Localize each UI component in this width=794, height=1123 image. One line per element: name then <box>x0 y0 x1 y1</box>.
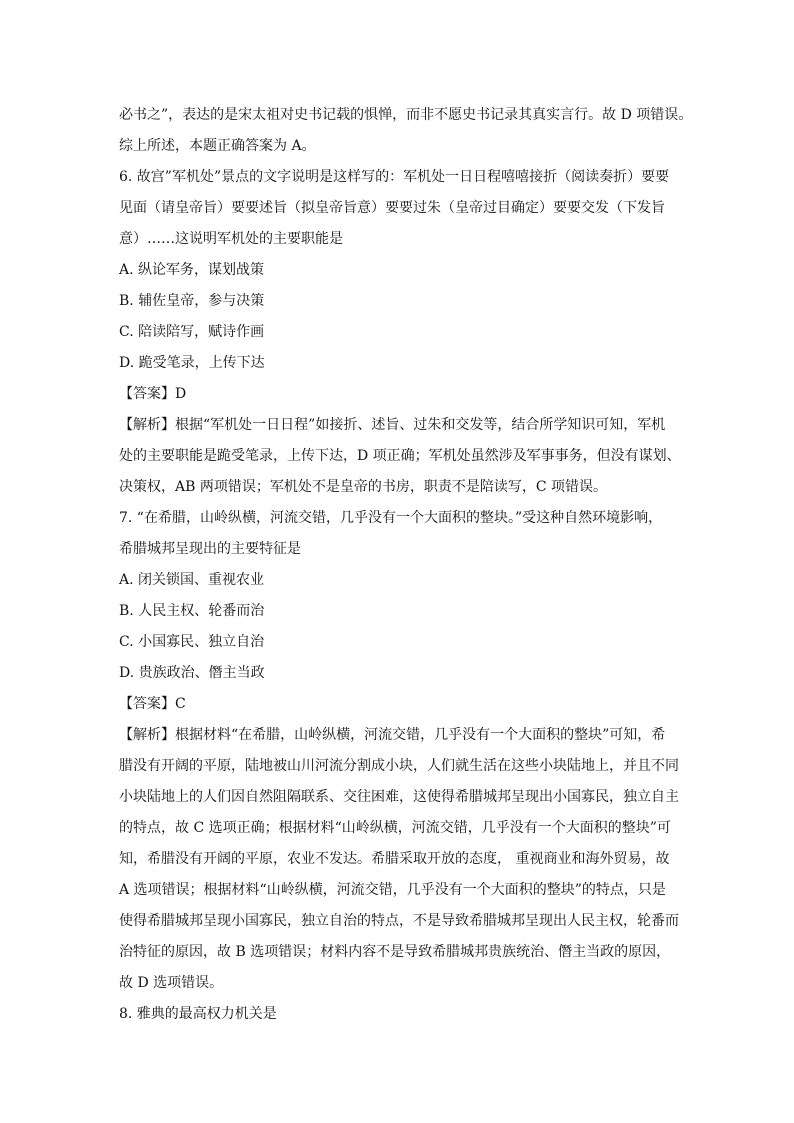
question-6-option-b: B. 辅佐皇帝，参与决策 <box>119 293 265 309</box>
question-7-option-d: D. 贵族政治、僭主当政 <box>119 665 265 681</box>
question-7-analysis: 小块陆地上的人们因自然阻隔联系、交往困难，这使得希腊城邦呈现出小国寡民，独立自主 <box>119 789 679 805</box>
question-7-analysis: 腊没有开阔的平原，陆地被山川河流分割成小块，人们就生活在这些小块陆地上，并且不同 <box>119 758 679 774</box>
conclusion-line: 综上所述，本题正确答案为 A。 <box>119 138 316 154</box>
question-7-option-b: B. 人民主权、轮番而治 <box>119 603 265 619</box>
document-body <box>119 100 693 1030</box>
question-7-answer: 【答案】C <box>119 696 186 712</box>
question-8-stem: 8. 雅典的最高权力机关是 <box>119 1006 277 1022</box>
question-6-stem: 6. 故宫”军机处”景点的文字说明是这样写的：军机处一日日程嘻嘻接折（阅读奏折）要要 <box>119 169 670 185</box>
question-7-analysis: 故 D 选项错误。 <box>119 975 224 991</box>
question-7-stem: 希腊城邦呈现出的主要特征是 <box>119 541 301 557</box>
question-7-analysis: A 选项错误；根据材料“山岭纵横，河流交错，几乎没有一个大面积的整块”的特点，只是 <box>119 882 666 898</box>
question-6-analysis: 处的主要职能是跪受笔录，上传下达，D 项正确；军机处虽然涉及军事事务，但没有谋划、 <box>119 448 681 464</box>
question-6-analysis: 【解析】根据“军机处一日日程”如接折、述旨、过朱和交发等，结合所学知识可知，军机 <box>119 417 666 433</box>
question-7-analysis: 的特点，故 C 选项正确；根据材料“山岭纵横，河流交错，几乎没有一个大面积的整块”可 <box>119 820 671 836</box>
question-7-option-c: C. 小国寡民、独立自治 <box>119 634 265 650</box>
question-6-option-c: C. 陪读陪写，赋诗作画 <box>119 324 265 340</box>
question-6-answer: 【答案】D <box>119 386 187 402</box>
question-7-analysis: 治特征的原因，故 B 选项错误；材料内容不是导致希腊城邦贵族统治、僭主当政的原因， <box>119 944 671 960</box>
text-line: 必书之”，表达的是宋太祖对史书记载的惧惮，而非不愿史书记录其真实言行。故 D 项错误。 <box>119 107 693 123</box>
question-7-analysis: 知，希腊没有开阔的平原，农业不发达。希腊采取开放的态度， 重视商业和海外贸易，故 <box>119 851 670 867</box>
question-6-stem: 见面（请皇帝旨）要要述旨（拟皇帝旨意）要要过朱（皇帝过目确定）要要交发（下发旨 <box>119 200 665 216</box>
question-7-analysis: 【解析】根据材料“在希腊，山岭纵横，河流交错，几乎没有一个大面积的整块”可知，希 <box>119 727 666 743</box>
question-7-stem: 7. “在希腊，山岭纵横，河流交错，几乎没有一个大面积的整块。”受这种自然环境影响， <box>119 510 663 526</box>
question-6-option-a: A. 纵论军务，谋划战策 <box>119 262 265 278</box>
question-6-option-d: D. 跪受笔录，上传下达 <box>119 355 265 371</box>
question-6-analysis: 决策权，AB 两项错误；军机处不是皇帝的书房，职责不是陪读写，C 项错误。 <box>119 479 608 495</box>
question-7-analysis: 使得希腊城邦呈现小国寡民，独立自治的特点，不是导致希腊城邦呈现出人民主权，轮番而 <box>119 913 679 929</box>
question-6-stem: 意）……这说明军机处的主要职能是 <box>119 231 343 247</box>
question-7-option-a: A. 闭关锁国、重视农业 <box>119 572 265 588</box>
